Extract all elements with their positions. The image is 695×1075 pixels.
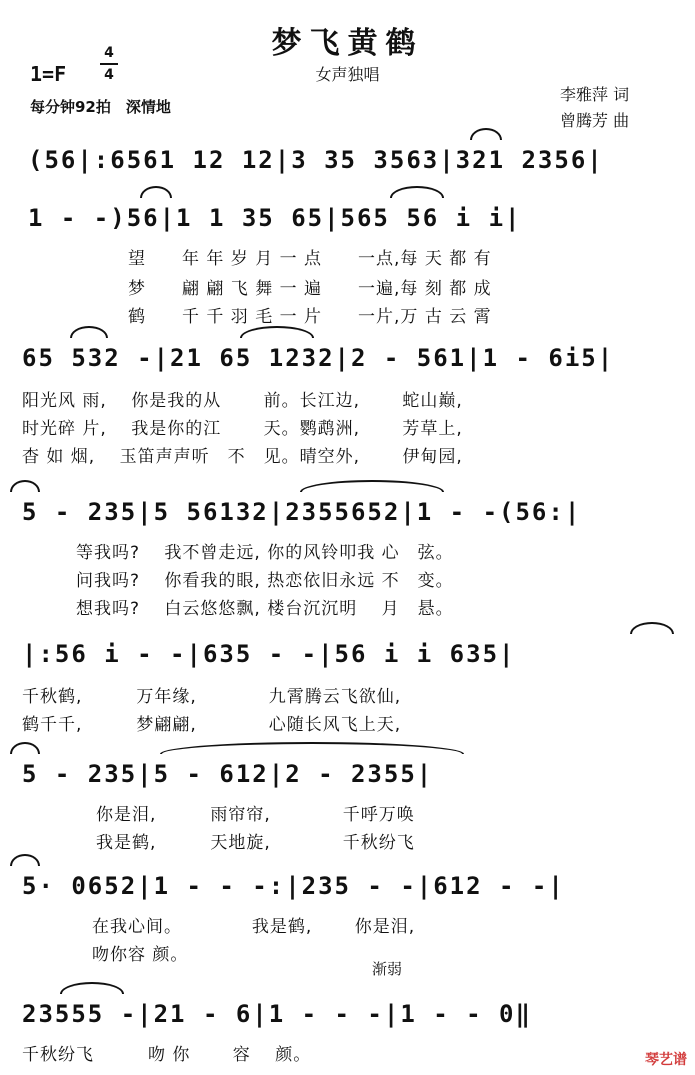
lyric-row-4-verse-2: 问我吗? 你看我的眼, 热恋依旧永远 不 变。 xyxy=(76,571,454,591)
lyric-row-7-verse-2: 吻你容 颜。 xyxy=(92,945,189,965)
dynamic-marking: 渐弱 xyxy=(372,960,403,978)
lyric-row-2-verse-2: 梦 翩 翩 飞 舞 一 遍 一遍,每 刻 都 成 xyxy=(128,279,492,299)
lyric-row-8-verse-1: 千秋纷飞 吻 你 容 颜。 xyxy=(22,1045,312,1065)
notation-row-7: 5· 0652|1 - - -:|235 - -|612 - -| xyxy=(22,872,565,900)
key-signature: 1=F xyxy=(30,62,67,86)
lyric-row-3-verse-3: 杳 如 烟, 玉笛声声听 不 见。晴空外, 伊甸园, xyxy=(22,447,463,467)
lyric-row-4-verse-1: 等我吗? 我不曾走远, 你的风铃叩我 心 弦。 xyxy=(76,543,454,563)
lyric-row-6-verse-1: 你是泪, 雨帘帘, 千呼万唤 xyxy=(96,805,415,825)
lyric-row-3-verse-1: 阳光风 雨, 你是我的从 前。长江边, 蛇山巅, xyxy=(22,391,463,411)
notation-row-5: |:56 i - -|635 - -|56 i i 635| xyxy=(22,640,516,668)
lyricist-credit: 李雅萍 词 xyxy=(560,85,630,104)
time-bottom: 4 xyxy=(104,67,114,83)
lyric-row-7-verse-1: 在我心间。 我是鹤, 你是泪, xyxy=(92,917,416,937)
notation-row-6: 5 - 235|5 - 612|2 - 2355| xyxy=(22,760,434,788)
time-signature xyxy=(100,44,118,84)
lyric-row-3-verse-2: 时光碎 片, 我是你的江 天。鹦鹉洲, 芳草上, xyxy=(22,419,463,439)
composer-credit: 曾腾芳 曲 xyxy=(560,111,630,130)
lyric-row-4-verse-3: 想我吗? 白云悠悠飘, 楼台沉沉明 月 悬。 xyxy=(76,599,454,619)
page-title: 梦飞黄鹤 xyxy=(271,26,424,61)
lyric-row-2-verse-3: 鹤 千 千 羽 毛 一 片 一片,万 古 云 霄 xyxy=(128,307,492,327)
lyric-row-6-verse-2: 我是鹤, 天地旋, 千秋纷飞 xyxy=(96,833,415,853)
lyric-row-2-verse-1: 望 年 年 岁 月 一 点 一点,每 天 都 有 xyxy=(128,249,492,269)
lyric-row-5-verse-2: 鹤千千, 梦翩翩, 心随长风飞上天, xyxy=(22,715,402,735)
subtitle: 女声独唱 xyxy=(315,65,380,84)
tempo-marking: 每分钟92拍 深情地 xyxy=(30,98,171,116)
notation-row-1: (56|:6561 12 12|3 35 3563|321 2356| xyxy=(28,146,604,174)
watermark-logo: 琴艺谱 xyxy=(645,1052,687,1068)
notation-row-2: 1 - -)56|1 1 35 65|565 56 i i| xyxy=(28,204,522,232)
lyric-row-5-verse-1: 千秋鹤, 万年缘, 九霄腾云飞欲仙, xyxy=(22,687,402,707)
notation-row-4: 5 - 235|5 56132|2355652|1 - -(56:| xyxy=(22,498,582,526)
notation-row-3: 65 532 -|21 65 1232|2 - 561|1 - 6i5| xyxy=(22,344,615,372)
time-top: 4 xyxy=(104,45,114,61)
notation-row-8: 23555 -|21 - 6|1 - - -|1 - - 0‖ xyxy=(22,1000,532,1028)
